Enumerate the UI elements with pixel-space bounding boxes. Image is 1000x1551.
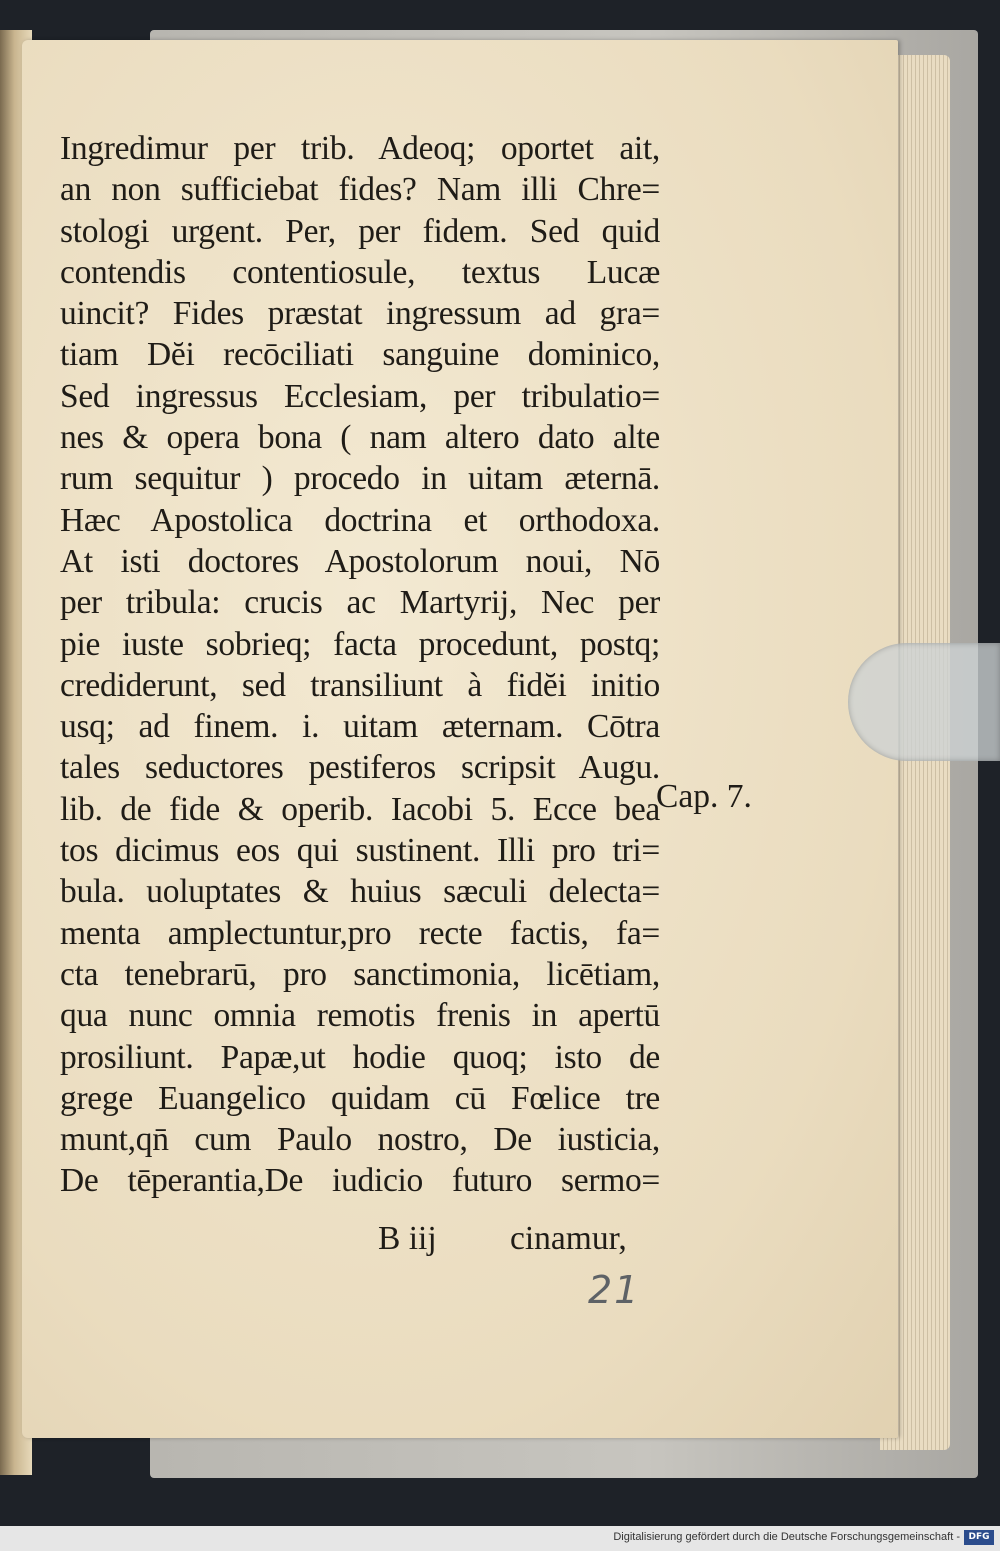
text-line: At isti doctores Apostolorum noui, Nō bbox=[60, 542, 660, 580]
text-line: munt,qn̄ cum Paulo nostro, De iusticia, bbox=[60, 1121, 660, 1159]
bookmark-tab bbox=[848, 643, 1000, 761]
text-line: Hæc Apostolica doctrina et orthodoxa. bbox=[60, 501, 660, 539]
text-line: cta tenebrarū, pro sanctimonia, licētiam, bbox=[60, 955, 660, 993]
margin-note: Cap. 7. bbox=[656, 778, 752, 815]
text-line: Sed ingressus Ecclesiam, per tribulatio= bbox=[60, 377, 660, 415]
text-line: per tribula: crucis ac Martyrij, Nec per bbox=[60, 584, 660, 622]
dfg-logo: DFG bbox=[964, 1530, 994, 1545]
text-line: usq; ad finem. i. uitam æternam. Cōtra bbox=[60, 708, 660, 746]
signature-mark: B iij bbox=[378, 1220, 437, 1257]
text-line: lib. de fide & operib. Iacobi 5. Ecce bea bbox=[60, 790, 660, 828]
folio-number: 21 bbox=[588, 1268, 641, 1312]
footer-bar bbox=[0, 1526, 1000, 1551]
text-line: prosiliunt. Papæ,ut hodie quoq; isto de bbox=[60, 1038, 660, 1076]
text-line: tos dicimus eos qui sustinent. Illi pro tri= bbox=[60, 832, 660, 870]
text-line: grege Euangelico quidam cū Fœlice tre bbox=[60, 1079, 660, 1117]
text-line: crediderunt, sed transiliunt à fidĕi initio bbox=[60, 666, 660, 704]
text-line: stologi urgent. Per, per fidem. Sed quid bbox=[60, 212, 660, 250]
page-text bbox=[60, 128, 660, 1202]
text-line: qua nunc omnia remotis frenis in apertū bbox=[60, 997, 660, 1035]
text-line: an non sufficiebat fides? Nam illi Chre= bbox=[60, 171, 660, 209]
text-line: uincit? Fides præstat ingressum ad gra= bbox=[60, 295, 660, 333]
text-line: pie iuste sobrieq; facta procedunt, postq; bbox=[60, 625, 660, 663]
text-line: nes & opera bona ( nam altero dato alte bbox=[60, 419, 660, 457]
signature-line bbox=[60, 1218, 650, 1260]
text-line: tiam Dĕi recōciliati sanguine dominico, bbox=[60, 336, 660, 374]
credit-text: Digitalisierung gefördert durch die Deutsche Forschungsgemeinschaft - bbox=[613, 1531, 960, 1543]
catchword: cinamur, bbox=[510, 1220, 627, 1257]
text-line: menta amplectuntur,pro recte factis, fa= bbox=[60, 914, 660, 952]
text-line: De tēperantia,De iudicio futuro sermo= bbox=[60, 1162, 660, 1200]
text-line: Ingredimur per trib. Adeoq; oportet ait, bbox=[60, 130, 660, 167]
text-line: tales seductores pestiferos scripsit Augu. bbox=[60, 749, 660, 787]
text-line: contendis contentiosule, textus Lucæ bbox=[60, 253, 660, 291]
text-line: bula. uoluptates & huius sæculi delecta= bbox=[60, 873, 660, 911]
text-line: rum sequitur ) procedo in uitam æternā. bbox=[60, 460, 660, 498]
